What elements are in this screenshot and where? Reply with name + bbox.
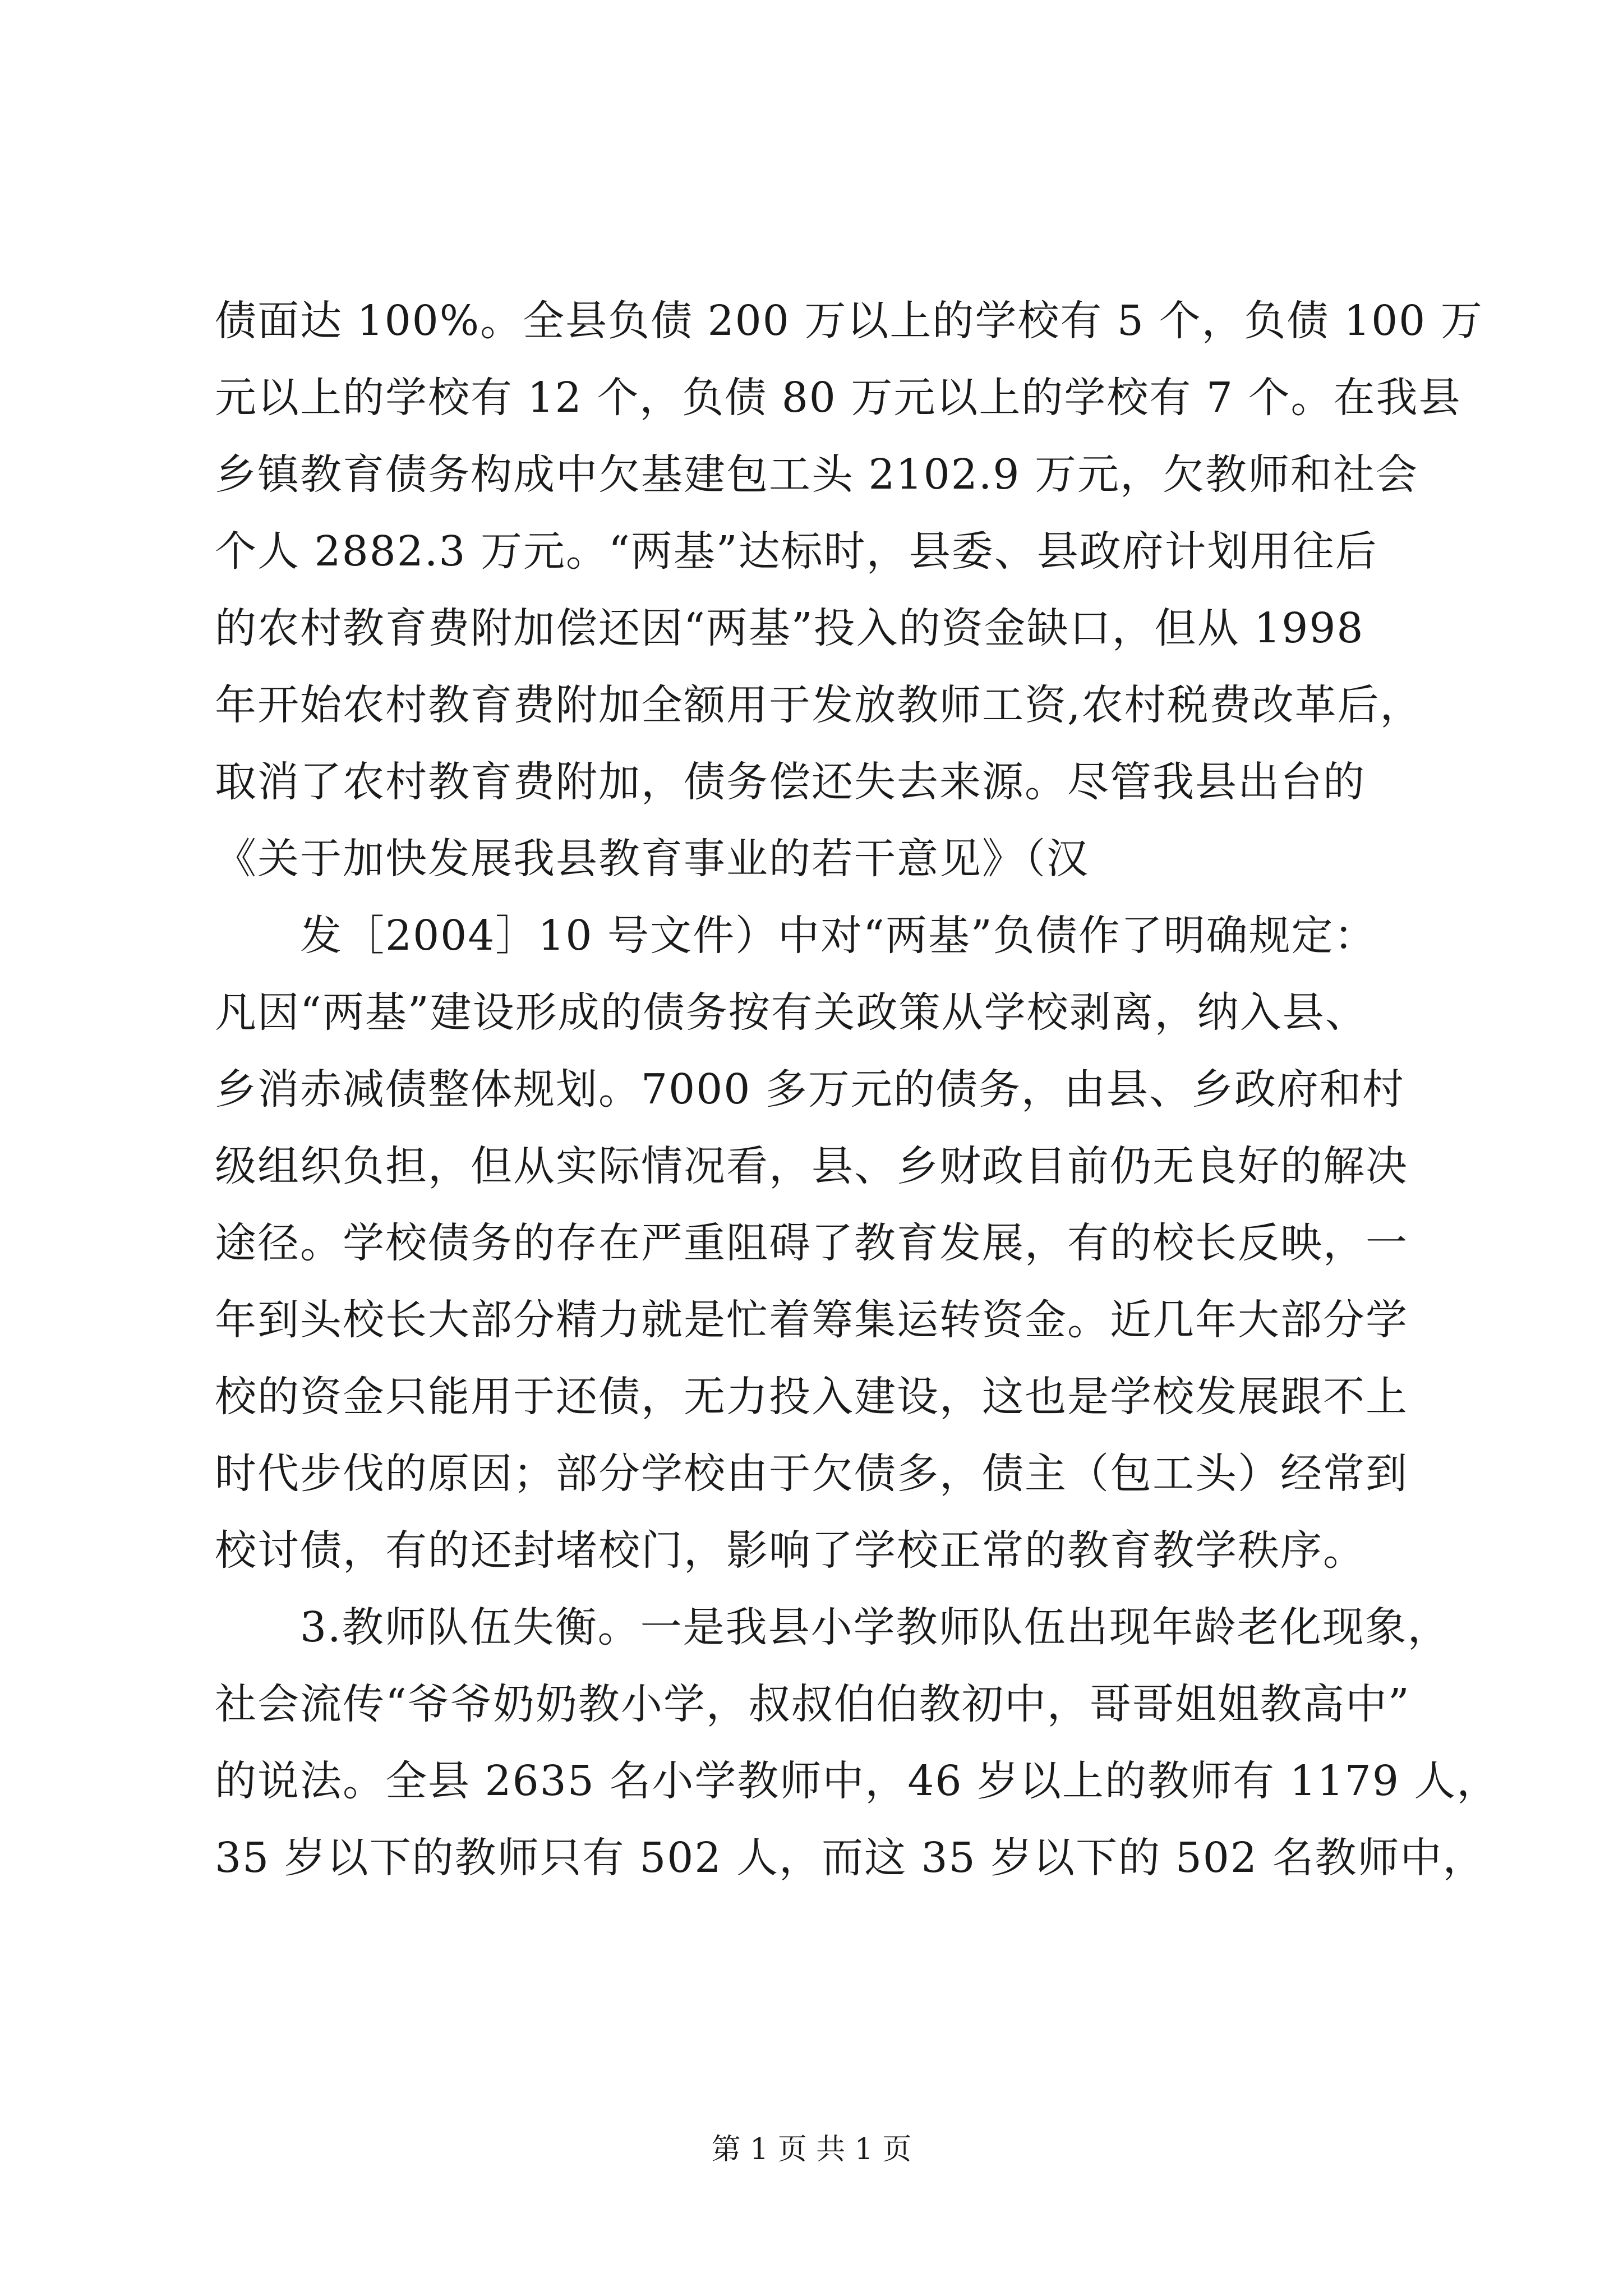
text-line: 的说法。全县 2635 名小学教师中，46 岁以上的教师有 1179 人，	[215, 1757, 1500, 1805]
text-line: 债面达 100%。全县负债 200 万以上的学校有 5 个，负债 100 万	[215, 297, 1483, 345]
document-body	[215, 297, 1500, 1914]
text-line: 乡镇教育债务构成中欠基建包工头 2102.9 万元，欠教师和社会	[215, 450, 1418, 499]
page-number-label: 第 1 页 共 1 页	[711, 2133, 912, 2166]
text-line: 《关于加快发展我县教育事业的若干意见》（汉	[215, 835, 1089, 883]
text-line: 年开始农村教育费附加全额用于发放教师工资,农村税费改革后，	[215, 681, 1423, 729]
text-line: 级组织负担，但从实际情况看，县、乡财政目前仍无良好的解决	[215, 1142, 1408, 1190]
paragraph-first-line: 发［2004］10 号文件）中对“两基”负债作了明确规定：	[300, 912, 1377, 960]
text-line: 凡因“两基”建设形成的债务按有关政策从学校剥离，纳入县、	[215, 988, 1368, 1037]
text-line: 年到头校长大部分精力就是忙着筹集运转资金。近几年大部分学	[215, 1296, 1408, 1344]
text-line: 的农村教育费附加偿还因“两基”投入的资金缺口，但从 1998	[215, 604, 1364, 652]
text-line: 校讨债，有的还封堵校门，影响了学校正常的教育教学秩序。	[215, 1526, 1366, 1575]
page-footer	[0, 2135, 1623, 2164]
text-line: 个人 2882.3 万元。“两基”达标时，县委、县政府计划用往后	[215, 527, 1378, 576]
text-line: 校的资金只能用于还债，无力投入建设，这也是学校发展跟不上	[215, 1373, 1408, 1421]
paragraph-first-line: 3.教师队伍失衡。一是我县小学教师队伍出现年龄老化现象，	[300, 1603, 1450, 1651]
text-line: 取消了农村教育费附加，债务偿还失去来源。尽管我县出台的	[215, 758, 1366, 806]
text-line: 途径。学校债务的存在严重阻碍了教育发展，有的校长反映，一	[215, 1219, 1408, 1267]
text-line: 时代步伐的原因；部分学校由于欠债多，债主（包工头）经常到	[215, 1450, 1408, 1498]
text-line: 社会流传“爷爷奶奶教小学，叔叔伯伯教初中，哥哥姐姐教高中”	[215, 1680, 1410, 1728]
text-line: 35 岁以下的教师只有 502 人，而这 35 岁以下的 502 名教师中，	[215, 1834, 1486, 1882]
text-line: 乡消赤减债整体规划。7000 多万元的债务，由县、乡政府和村	[215, 1065, 1405, 1114]
text-line: 元以上的学校有 12 个，负债 80 万元以上的学校有 7 个。在我县	[215, 374, 1461, 422]
